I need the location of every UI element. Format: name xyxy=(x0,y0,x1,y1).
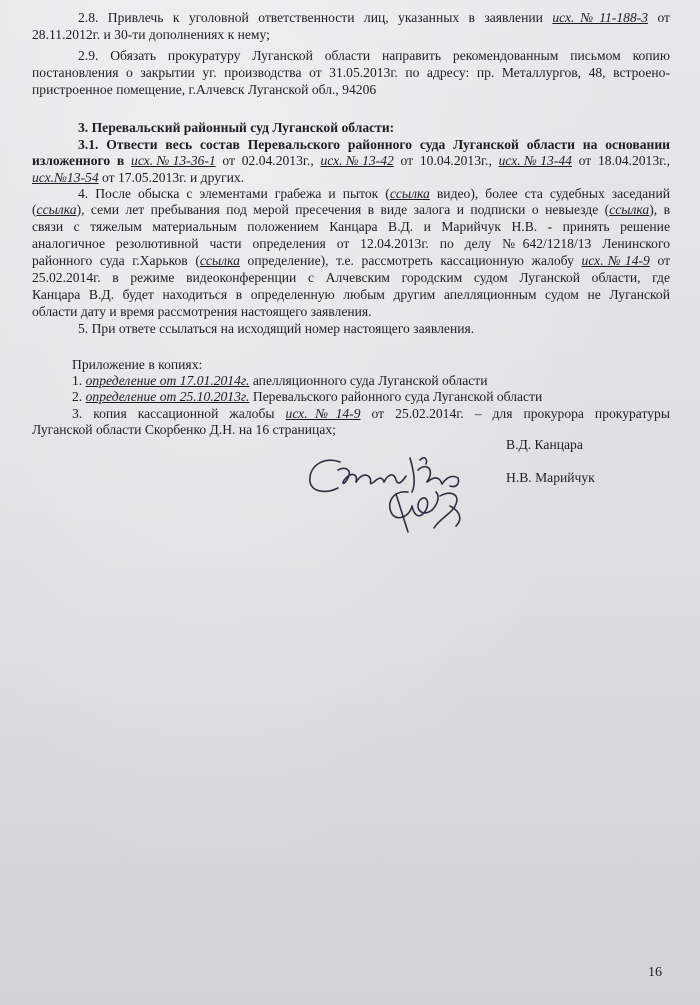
paragraph-text: от 10.04.2013г., xyxy=(400,153,492,168)
paragraph-4-line-8: области дату и время рассмотрения настоящего заявления. xyxy=(32,304,372,319)
paragraph-4-line-5 xyxy=(32,253,670,269)
paragraph-2-8-line-1 xyxy=(32,10,670,26)
reference-link[interactable]: ссылка xyxy=(199,253,240,268)
attachment-item-2 xyxy=(72,389,670,405)
paragraph-text: районного суда г.Харьков ( xyxy=(32,253,200,268)
reference-link[interactable]: исх.№13-42 xyxy=(320,153,394,168)
paragraph-5: 5. При ответе ссылаться на исходящий номер настоящего заявления. xyxy=(78,321,475,336)
page-number: 16 xyxy=(648,965,662,980)
reference-link[interactable]: исх.№11-188-3 xyxy=(552,10,649,25)
reference-link[interactable]: исх.№13-36-1 xyxy=(131,153,216,168)
signer-2-name: Н.В. Марийчук xyxy=(506,470,595,485)
attachment-item-3-line-1 xyxy=(72,406,670,422)
reference-link[interactable]: ссылка xyxy=(389,186,430,201)
paragraph-text: ), семи лет пребывания под мерой пресечения в виде залога и подписки о невыезде ( xyxy=(76,202,610,217)
paragraph-2-8-line-2: 28.11.2012г. и 30-ти дополнениях к нему; xyxy=(32,27,270,42)
item-number: 1. xyxy=(72,373,83,388)
paragraph-text: ( xyxy=(32,202,37,217)
reference-link[interactable]: исх.№14-9 xyxy=(285,406,361,421)
reference-link[interactable]: ссылка xyxy=(609,202,650,217)
paragraph-4-line-7: Канцара В.Д. будет находиться в определенную любым другим апелляционным судом не Луганской xyxy=(32,287,670,302)
paragraph-4-line-2 xyxy=(32,202,670,218)
paragraph-4-line-3: связи с тяжелым материальным положением Канцара В.Д. и Марийчук Н.В. - принять решение xyxy=(32,219,670,234)
paragraph-text: от 17.05.2013г. и других. xyxy=(102,170,245,185)
reference-link[interactable]: определение от 17.01.2014г. xyxy=(85,373,250,388)
paragraph-text: ), в xyxy=(649,202,671,217)
item-text: 3. копия кассационной жалобы xyxy=(72,406,275,421)
paragraph-2-9-line-3: пристроенное помещение, г.Алчевск Луганской обл., 94206 xyxy=(32,82,377,97)
item-text: Перевальского районного суда Луганской области xyxy=(252,389,543,404)
paragraph-text: от 18.04.2013г., xyxy=(578,153,670,168)
attachment-item-3-line-2: Луганской области Скорбенко Д.Н. на 16 страницах; xyxy=(32,422,336,437)
reference-link[interactable]: определение от 25.10.2013г. xyxy=(85,389,250,404)
paragraph-text: определение), т.е. рассмотреть кассационную жалобу xyxy=(247,253,574,268)
section-3-1-line-1: 3.1. Отвести весь состав Перевальского районного суда Луганской области на основании xyxy=(78,137,670,152)
signature-handwritten xyxy=(300,448,490,540)
reference-link[interactable]: исх.№13-44 xyxy=(498,153,572,168)
paragraph-text: изложенного в xyxy=(32,153,125,168)
paragraph-4-line-6: 25.02.2014г. в режиме видеоконференции с Алчевским городским судом Луганской области, где xyxy=(32,270,670,285)
paragraph-text: 2.8. Привлечь к уголовной ответственности лиц, указанных в заявлении xyxy=(78,10,543,25)
section-3-1-line-2 xyxy=(32,153,670,169)
reference-link[interactable]: ссылка xyxy=(36,202,77,217)
reference-link[interactable]: исх.№13-54 xyxy=(32,170,99,185)
reference-link[interactable]: исх.№14-9 xyxy=(581,253,650,268)
paragraph-2-9-line-2: постановления о закрытии уг. производства от 31.05.2013г. по адресу: пр. Металлургов, 48, встроено- xyxy=(32,65,670,80)
paragraph-4-line-1 xyxy=(32,186,670,202)
paragraph-text: 4. После обыска с элементами грабежа и пыток ( xyxy=(78,186,390,201)
item-text: апелляционного суда Луганской области xyxy=(252,373,488,388)
item-text: от 25.02.2014г. – для прокурора прокуратуры xyxy=(371,406,670,421)
attachment-item-1 xyxy=(72,373,670,389)
paragraph-text: видео), более ста судебных заседаний xyxy=(436,186,670,201)
signer-1-name: В.Д. Канцара xyxy=(506,437,583,452)
item-number: 2. xyxy=(72,389,83,404)
section-3-1-line-3 xyxy=(32,170,670,186)
paragraph-text: от xyxy=(657,253,671,268)
section-3-heading: 3. Перевальский районный суд Луганской области: xyxy=(78,120,395,135)
paragraph-4-line-4: аналогичное резолютивной части определения от 12.04.2013г. по делу №642/1218/13 Ленинского xyxy=(32,236,670,251)
paragraph-text: от 02.04.2013г., xyxy=(222,153,314,168)
paragraph-2-9-line-1: 2.9. Обязать прокуратуру Луганской области направить рекомендованным письмом копию xyxy=(78,48,670,63)
paragraph-text: от xyxy=(657,10,670,25)
attachments-heading: Приложение в копиях: xyxy=(72,357,203,372)
